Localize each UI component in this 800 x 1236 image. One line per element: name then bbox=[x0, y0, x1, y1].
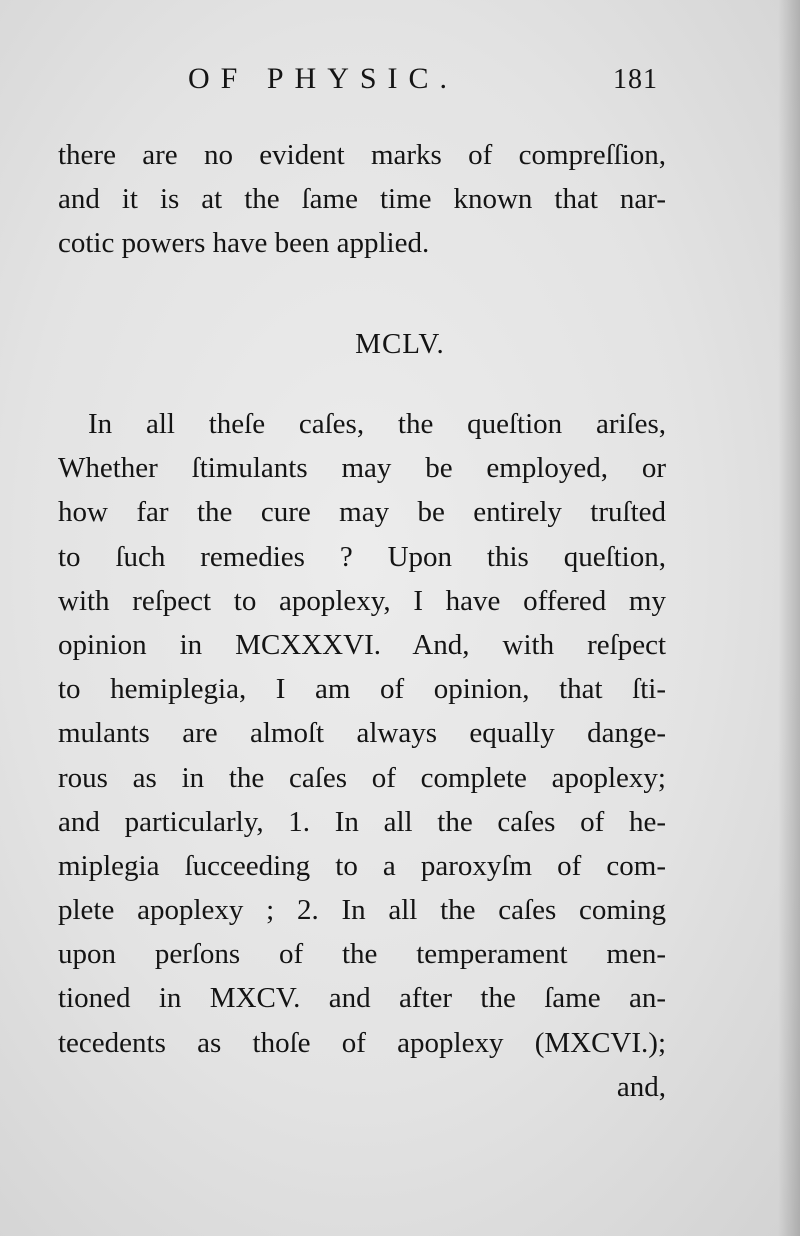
text-line: cotic powers have been applied. bbox=[58, 227, 430, 260]
page-edge-shadow bbox=[778, 0, 800, 1236]
text-line: and particularly, 1. In all the caſes of he- bbox=[58, 805, 666, 838]
running-title: OF PHYSIC. bbox=[188, 62, 459, 95]
text-line: rous as in the caſes of complete apoplexy; bbox=[58, 761, 666, 794]
text-line: to ſuch remedies ? Upon this queſtion, bbox=[58, 540, 666, 573]
text-line: and it is at the ſame time known that nar- bbox=[58, 183, 666, 216]
text-line: mulants are almoſt always equally dange- bbox=[58, 717, 666, 750]
text-line: upon perſons of the temperament men- bbox=[58, 938, 666, 971]
text-line: there are no evident marks of compreſſion, bbox=[58, 139, 666, 171]
text-line: tecedents as thoſe of apoplexy (MXCVI.); bbox=[58, 1026, 666, 1059]
text-line: tioned in MXCV. and after the ſame an- bbox=[58, 982, 666, 1015]
text-line: with reſpect to apoplexy, I have offered my bbox=[58, 584, 666, 617]
text-line: to hemiplegia, I am of opinion, that ſti- bbox=[58, 673, 666, 706]
text-line: plete apoplexy ; 2. In all the caſes coming bbox=[58, 894, 666, 927]
catchword: and, bbox=[616, 1070, 666, 1103]
page-header bbox=[188, 62, 658, 106]
paragraph-continuation bbox=[58, 133, 666, 266]
text-line: miplegia ſucceeding to a paroxyſm of com- bbox=[58, 849, 666, 882]
text-line: Whether ſtimulants may be employed, or bbox=[58, 452, 666, 485]
page-number: 181 bbox=[613, 64, 658, 95]
text-line: opinion in MCXXXVI. And, with reſpect bbox=[58, 628, 666, 661]
section-heading: MCLV. bbox=[355, 328, 445, 360]
text-line: how far the cure may be entirely truſted bbox=[58, 496, 666, 529]
section-paragraph bbox=[58, 402, 666, 1109]
text-line: In all theſe caſes, the queſtion ariſes, bbox=[88, 408, 666, 440]
